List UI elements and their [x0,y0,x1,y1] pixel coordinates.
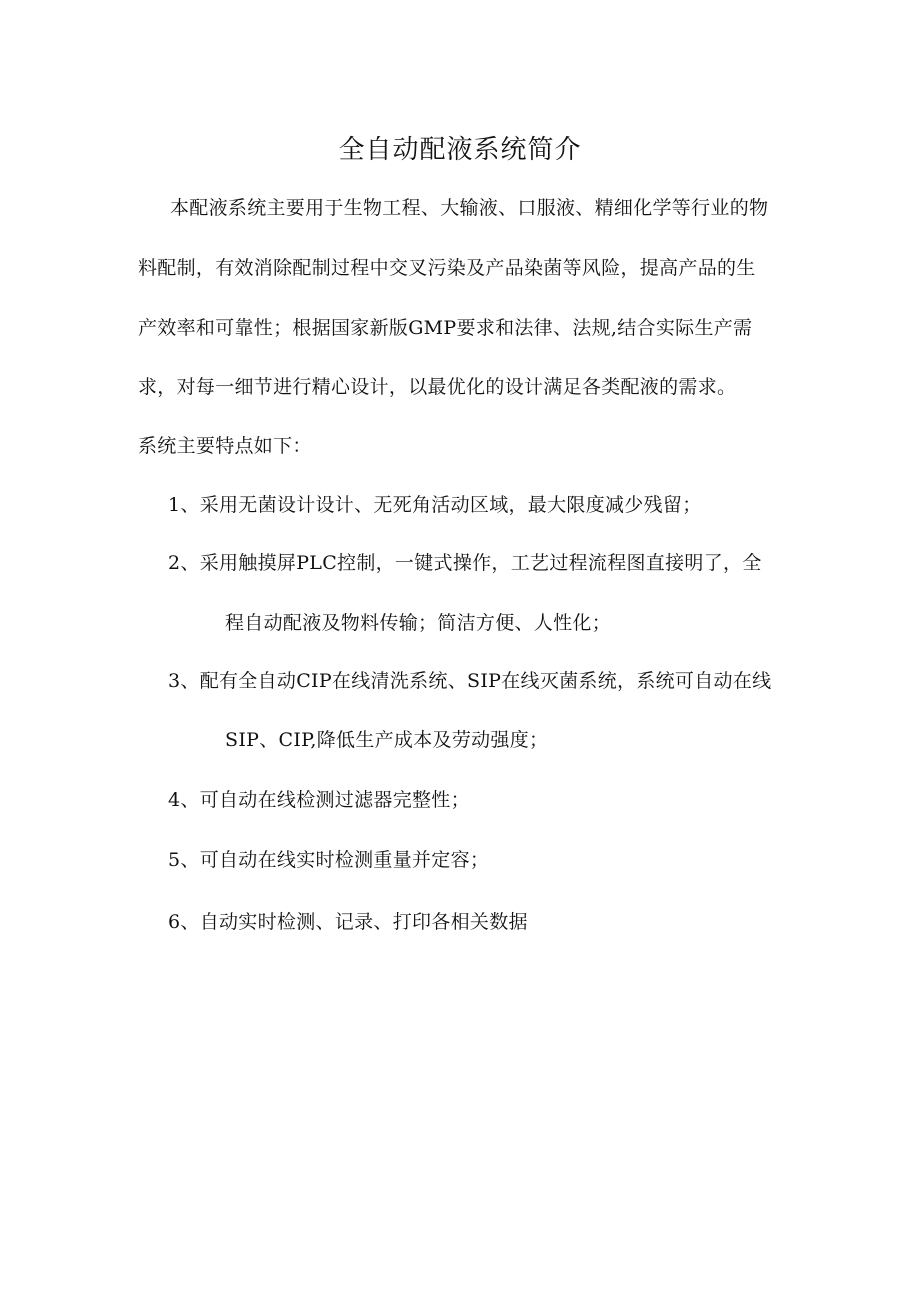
document-title: 全自动配液系统简介 [338,135,582,165]
intro-line-2: 料配制，有效消除配制过程中交叉污染及产品染菌等风险，提高产品的生 [138,257,756,279]
features-heading: 系统主要特点如下： [138,435,312,457]
feature-item-3-line-2: SIP、CIP,降低生产成本及劳动强度； [225,729,549,751]
feature-item-3-line-1: 3、配有全自动CIP在线清洗系统、SIP在线灭菌系统，系统可自动在线 [168,670,772,692]
feature-item-2-line-2: 程自动配液及物料传输；简洁方便、人性化； [225,612,612,634]
intro-line-1: 本配液系统主要用于生物工程、大输液、口服液、精细化学等行业的物 [170,197,769,219]
intro-line-4: 求，对每一细节进行精心设计，以最优化的设计满足各类配液的需求。 [138,376,737,398]
feature-item-6: 6、自动实时检测、记录、打印各相关数据 [168,911,528,933]
feature-item-1: 1、采用无菌设计设计、无死角活动区域，最大限度减少残留； [168,494,702,516]
feature-item-2-line-1: 2、采用触摸屏PLC控制，一键式操作，工艺过程流程图直接明了，全 [168,552,762,574]
intro-line-3: 产效率和可靠性；根据国家新版GMP要求和法律、法规,结合实际生产需 [138,317,753,339]
feature-item-5: 5、可自动在线实时检测重量并定容； [168,849,490,871]
feature-item-4: 4、可自动在线检测过滤器完整性； [168,789,470,811]
